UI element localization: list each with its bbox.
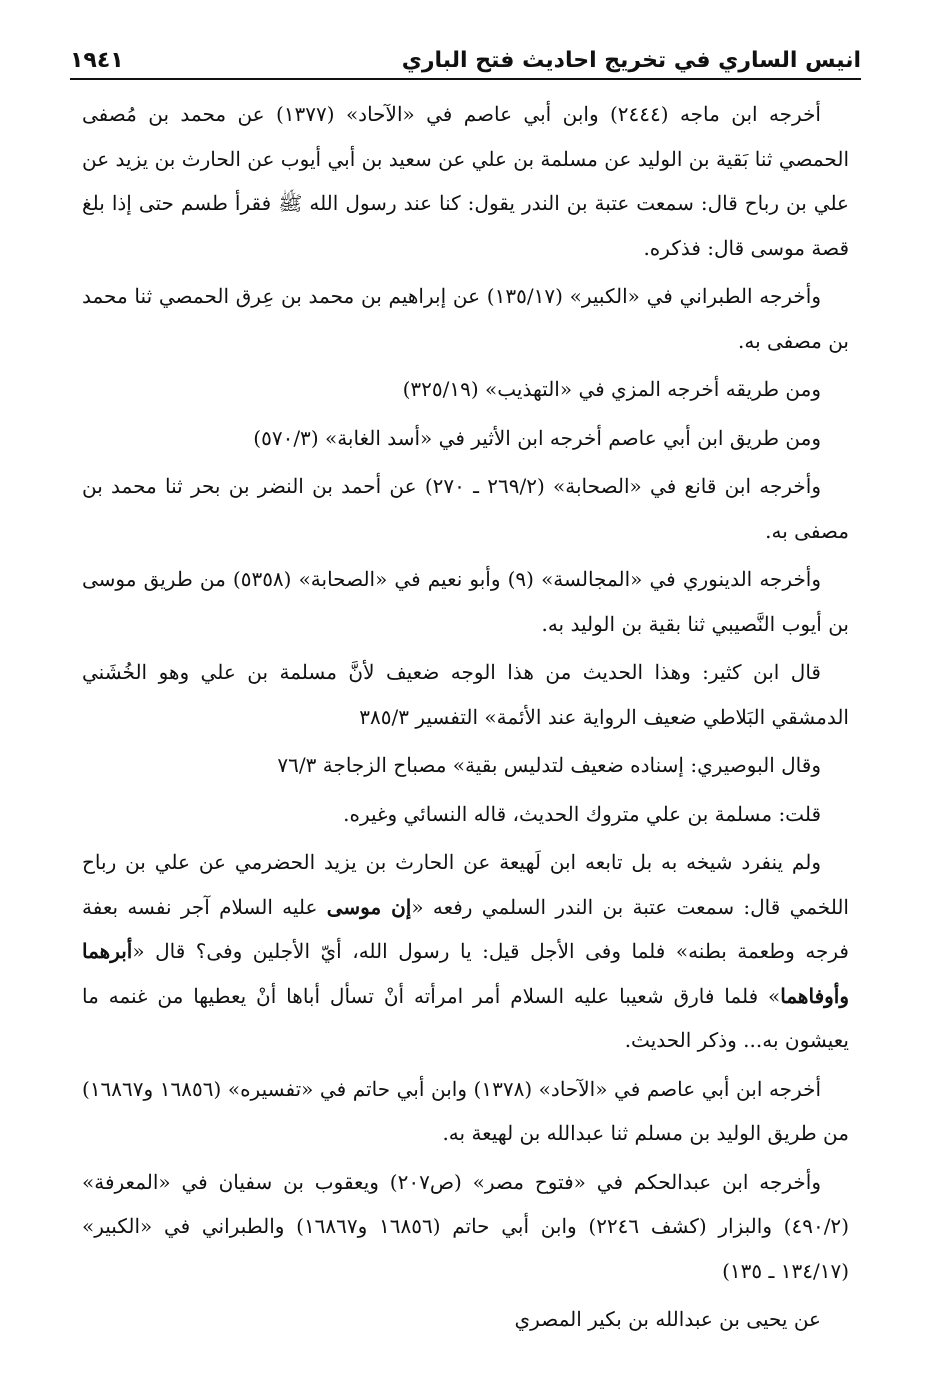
body-text (82, 92, 849, 1342)
page-number: ١٩٤١ (70, 47, 124, 73)
page-header (70, 30, 861, 74)
paragraph-2: وأخرجه الطبراني في «الكبير» (١٣٥/١٧) عن إبراهيم بن محمد بن عِرق الحمصي ثنا محمد بن مصفى به. (82, 284, 849, 353)
paragraph-4: ومن طريق ابن أبي عاصم أخرجه ابن الأثير في «أسد الغابة» (٥٧٠/٣) (253, 425, 821, 450)
paragraph-7: قال ابن كثير: وهذا الحديث من هذا الوجه ضعيف لأنَّ مسلمة بن علي وهو الخُشَني الدمشقي البَلاطي ضعيف الرواية عند الأئمة» التفسير ٣٨٥/٣ (82, 660, 849, 729)
paragraph-13: عن يحيى بن عبدالله بن بكير المصري (514, 1307, 821, 1331)
paragraph-11: أخرجه ابن أبي عاصم في «الآحاد» (١٣٧٨) وابن أبي حاتم في «تفسيره» (١٦٨٥٦ و١٦٨٦٧) من طريق الوليد بن مسلم ثنا عبدالله بن لهيعة به. (82, 1076, 849, 1145)
running-title: انيس الساري في تخريج احاديث فتح الباري (401, 47, 861, 73)
paragraph-10-bold-1: إن موسى (326, 894, 412, 919)
paragraph-5: وأخرجه ابن قانع في «الصحابة» (٢٦٩/٢ ـ ٢٧٠) عن أحمد بن النضر بن بحر ثنا محمد بن مصفى به. (82, 474, 849, 543)
paragraph-6: وأخرجه الدينوري في «المجالسة» (٩) وأبو نعيم في «الصحابة» (٥٣٥٨) من طريق موسى بن أيوب النَّصيبي ثنا بقية بن الوليد به. (82, 567, 849, 636)
header-divider (70, 78, 861, 80)
paragraph-10-part-1: ولم ينفرد شيخه به بل تابعه ابن لَهيعة عن الحارث بن يزيد الحضرمي عن علي بن رباح اللخمي قال: سمعت عتبة بن الندر السلمي رفعه « (82, 850, 849, 919)
paragraph-10-bold-2: أبرهما وأوفاهما (82, 939, 849, 1008)
paragraph-1: أخرجه ابن ماجه (٢٤٤٤) وابن أبي عاصم في «الآحاد» (١٣٧٧) عن محمد بن مُصفى الحمصي ثنا بَقية بن الوليد عن مسلمة بن علي عن سعيد بن أبي أيوب عن الحارث بن يزيد عن علي بن رباح قال: سمعت عتبة بن الندر يقول: كنا عند رسول الله ﷺ فقرأ طسم حتى إذا بلغ قصة موسى قال: فذكره. (82, 102, 849, 260)
paragraph-12: وأخرجه ابن عبدالحكم في «فتوح مصر» (ص٢٠٧) ويعقوب بن سفيان في «المعرفة» (٤٩٠/٢) والبزار (كشف ٢٢٤٦) وابن أبي حاتم (١٦٨٥٦ و١٦٨٦٧) والطبراني في «الكبير» (١٣٤/١٧ ـ ١٣٥) (82, 1169, 849, 1283)
paragraph-10-part-3: » فلما فارق شعيبا عليه السلام أمر امرأته أنْ تسأل أباها أنْ يعطيها من غنمه ما يعيشون به... وذكر الحديث. (82, 983, 849, 1052)
paragraph-3: ومن طريقه أخرجه المزي في «التهذيب» (٣٢٥/١٩) (402, 377, 821, 401)
paragraph-10-part-2: عليه السلام آجر نفسه بعفة فرجه وطعمة بطنه» فلما وفى الأجل قيل: يا رسول الله، أيّ الأجلين وفى؟ قال « (82, 894, 849, 963)
paragraph-10 (82, 840, 849, 1063)
paragraph-8: وقال البوصيري: إسناده ضعيف لتدليس بقية» مصباح الزجاجة ٧٦/٣ (277, 753, 821, 777)
paragraph-9: قلت: مسلمة بن علي متروك الحديث، قاله النسائي وغيره. (343, 801, 821, 826)
